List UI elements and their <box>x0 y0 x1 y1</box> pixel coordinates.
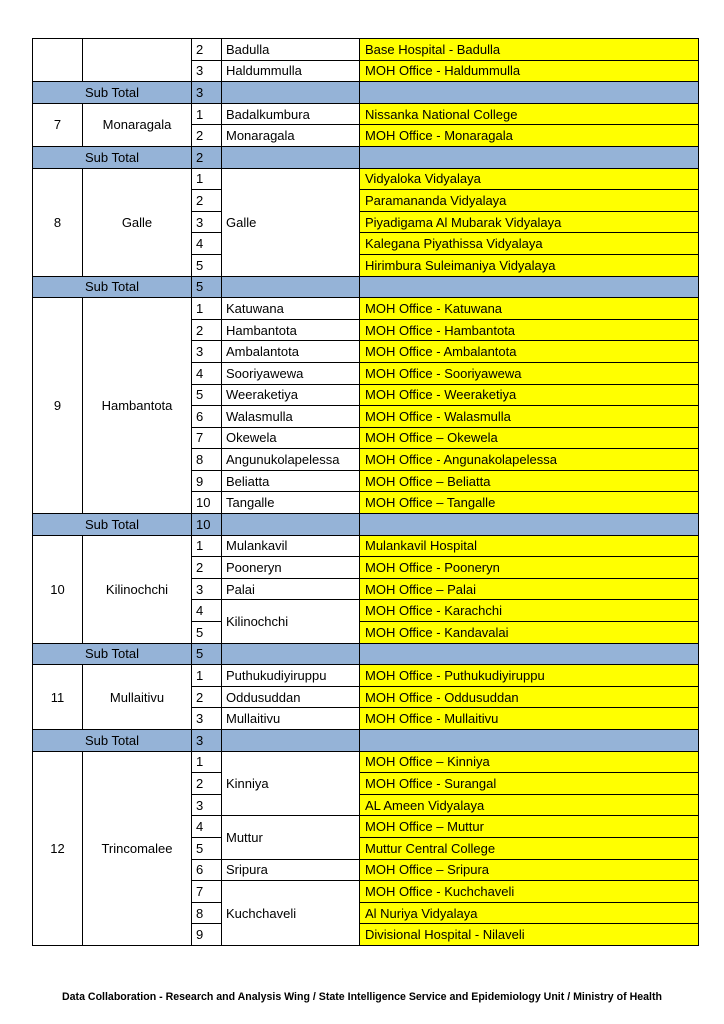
facility-name: MOH Office - Katuwana <box>360 298 699 320</box>
moh-area: Mulankavil <box>222 535 360 557</box>
row-number: 4 <box>192 362 222 384</box>
row-number: 6 <box>192 406 222 428</box>
subtotal-row <box>33 276 699 298</box>
district-number <box>33 39 83 82</box>
district-name: Trincomalee <box>83 751 192 945</box>
row-number: 3 <box>192 794 222 816</box>
row-number: 7 <box>192 427 222 449</box>
subtotal-label: Sub Total <box>33 82 192 104</box>
district-number: 12 <box>33 751 83 945</box>
subtotal-count: 10 <box>192 514 222 536</box>
moh-area: Tangalle <box>222 492 360 514</box>
facility-name: MOH Office - Sooriyawewa <box>360 362 699 384</box>
row-number: 2 <box>192 557 222 579</box>
subtotal-blank <box>360 146 699 168</box>
moh-area: Haldummulla <box>222 60 360 82</box>
row-number: 1 <box>192 298 222 320</box>
subtotal-row <box>33 730 699 752</box>
facility-name: MOH Office – Tangalle <box>360 492 699 514</box>
moh-area: Sooriyawewa <box>222 362 360 384</box>
facility-name: Kalegana Piyathissa Vidyalaya <box>360 233 699 255</box>
subtotal-blank <box>222 643 360 665</box>
facility-name: MOH Office - Puthukudiyiruppu <box>360 665 699 687</box>
moh-area: Badalkumbura <box>222 103 360 125</box>
row-number: 5 <box>192 622 222 644</box>
facility-name: MOH Office – Muttur <box>360 816 699 838</box>
facility-name: Paramananda Vidyalaya <box>360 190 699 212</box>
row-number: 3 <box>192 708 222 730</box>
facility-name: MOH Office - Pooneryn <box>360 557 699 579</box>
facility-name: MOH Office - Karachchi <box>360 600 699 622</box>
row-number: 1 <box>192 103 222 125</box>
moh-area: Walasmulla <box>222 406 360 428</box>
facility-name: MOH Office - Haldummulla <box>360 60 699 82</box>
district-name: Monaragala <box>83 103 192 146</box>
moh-area: Kuchchaveli <box>222 881 360 946</box>
row-number: 3 <box>192 341 222 363</box>
facility-name: MOH Office - Oddusuddan <box>360 686 699 708</box>
subtotal-row <box>33 82 699 104</box>
table-row <box>33 39 699 61</box>
row-number: 2 <box>192 39 222 61</box>
row-number: 1 <box>192 168 222 190</box>
subtotal-label: Sub Total <box>33 146 192 168</box>
facility-name: MOH Office – Okewela <box>360 427 699 449</box>
subtotal-count: 5 <box>192 643 222 665</box>
facility-name: MOH Office – Sripura <box>360 859 699 881</box>
facility-name: MOH Office – Kinniya <box>360 751 699 773</box>
row-number: 2 <box>192 686 222 708</box>
subtotal-blank <box>222 514 360 536</box>
district-name: Kilinochchi <box>83 535 192 643</box>
moh-area: Badulla <box>222 39 360 61</box>
subtotal-blank <box>360 82 699 104</box>
facility-name: MOH Office - Weeraketiya <box>360 384 699 406</box>
row-number: 3 <box>192 60 222 82</box>
row-number: 5 <box>192 384 222 406</box>
facility-name: MOH Office - Ambalantota <box>360 341 699 363</box>
subtotal-row <box>33 514 699 536</box>
row-number: 1 <box>192 665 222 687</box>
facility-name: MOH Office - Hambantota <box>360 319 699 341</box>
moh-area: Okewela <box>222 427 360 449</box>
moh-area: Mullaitivu <box>222 708 360 730</box>
row-number: 2 <box>192 319 222 341</box>
facility-table-body <box>33 39 699 946</box>
table-row <box>33 751 699 773</box>
subtotal-row <box>33 643 699 665</box>
moh-area: Ambalantota <box>222 341 360 363</box>
facility-name: MOH Office – Palai <box>360 578 699 600</box>
facility-name: Base Hospital - Badulla <box>360 39 699 61</box>
subtotal-count: 2 <box>192 146 222 168</box>
table-row <box>33 103 699 125</box>
subtotal-label: Sub Total <box>33 276 192 298</box>
page-footer: Data Collaboration - Research and Analysis Wing / State Intelligence Service and Epidemiology Unit / Ministry of Health <box>62 991 662 1003</box>
moh-area: Sripura <box>222 859 360 881</box>
facility-name: Muttur Central College <box>360 837 699 859</box>
row-number: 3 <box>192 578 222 600</box>
facility-table <box>32 38 699 946</box>
subtotal-row <box>33 146 699 168</box>
subtotal-label: Sub Total <box>33 514 192 536</box>
facility-name: Hirimbura Suleimaniya Vidyalaya <box>360 254 699 276</box>
table-row <box>33 298 699 320</box>
facility-name: Nissanka National College <box>360 103 699 125</box>
district-number: 9 <box>33 298 83 514</box>
district-name: Galle <box>83 168 192 276</box>
subtotal-count: 3 <box>192 82 222 104</box>
moh-area: Oddusuddan <box>222 686 360 708</box>
row-number: 7 <box>192 881 222 903</box>
subtotal-label: Sub Total <box>33 730 192 752</box>
facility-name: Divisional Hospital - Nilaveli <box>360 924 699 946</box>
row-number: 6 <box>192 859 222 881</box>
moh-area: Hambantota <box>222 319 360 341</box>
row-number: 2 <box>192 190 222 212</box>
subtotal-count: 3 <box>192 730 222 752</box>
district-name: Hambantota <box>83 298 192 514</box>
row-number: 2 <box>192 125 222 147</box>
facility-name: MOH Office - Monaragala <box>360 125 699 147</box>
table-row <box>33 535 699 557</box>
row-number: 8 <box>192 902 222 924</box>
moh-area: Pooneryn <box>222 557 360 579</box>
moh-area: Beliatta <box>222 470 360 492</box>
row-number: 9 <box>192 470 222 492</box>
moh-area: Muttur <box>222 816 360 859</box>
subtotal-label: Sub Total <box>33 643 192 665</box>
moh-area: Katuwana <box>222 298 360 320</box>
moh-area: Kinniya <box>222 751 360 816</box>
row-number: 4 <box>192 600 222 622</box>
row-number: 3 <box>192 211 222 233</box>
facility-name: Vidyaloka Vidyalaya <box>360 168 699 190</box>
row-number: 2 <box>192 773 222 795</box>
subtotal-blank <box>360 643 699 665</box>
subtotal-blank <box>222 146 360 168</box>
facility-name: MOH Office - Surangal <box>360 773 699 795</box>
facility-name: AL Ameen Vidyalaya <box>360 794 699 816</box>
subtotal-blank <box>360 514 699 536</box>
facility-name: Piyadigama Al Mubarak Vidyalaya <box>360 211 699 233</box>
district-number: 10 <box>33 535 83 643</box>
facility-name: MOH Office - Walasmulla <box>360 406 699 428</box>
row-number: 5 <box>192 254 222 276</box>
facility-name: MOH Office – Beliatta <box>360 470 699 492</box>
table-row <box>33 168 699 190</box>
moh-area: Kilinochchi <box>222 600 360 643</box>
subtotal-blank <box>360 730 699 752</box>
row-number: 5 <box>192 837 222 859</box>
facility-name: Al Nuriya Vidyalaya <box>360 902 699 924</box>
district-number: 8 <box>33 168 83 276</box>
row-number: 9 <box>192 924 222 946</box>
subtotal-count: 5 <box>192 276 222 298</box>
subtotal-blank <box>222 730 360 752</box>
facility-name: MOH Office - Kandavalai <box>360 622 699 644</box>
moh-area: Palai <box>222 578 360 600</box>
moh-area: Galle <box>222 168 360 276</box>
row-number: 8 <box>192 449 222 471</box>
facility-name: MOH Office - Angunakolapelessa <box>360 449 699 471</box>
row-number: 4 <box>192 233 222 255</box>
subtotal-blank <box>222 276 360 298</box>
facility-name: MOH Office - Mullaitivu <box>360 708 699 730</box>
moh-area: Angunukolapelessa <box>222 449 360 471</box>
row-number: 10 <box>192 492 222 514</box>
row-number: 1 <box>192 751 222 773</box>
row-number: 1 <box>192 535 222 557</box>
row-number: 4 <box>192 816 222 838</box>
district-name: Mullaitivu <box>83 665 192 730</box>
facility-name: Mulankavil Hospital <box>360 535 699 557</box>
moh-area: Weeraketiya <box>222 384 360 406</box>
moh-area: Puthukudiyiruppu <box>222 665 360 687</box>
moh-area: Monaragala <box>222 125 360 147</box>
district-name <box>83 39 192 82</box>
district-number: 11 <box>33 665 83 730</box>
subtotal-blank <box>222 82 360 104</box>
table-row <box>33 665 699 687</box>
facility-name: MOH Office - Kuchchaveli <box>360 881 699 903</box>
district-number: 7 <box>33 103 83 146</box>
subtotal-blank <box>360 276 699 298</box>
